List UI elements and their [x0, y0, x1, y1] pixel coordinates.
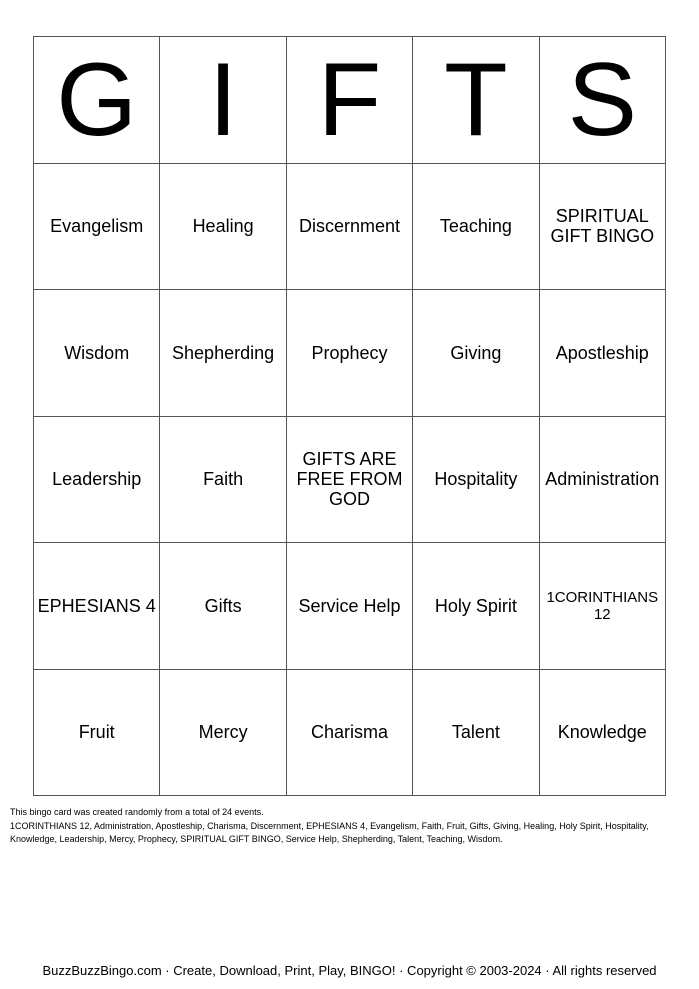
header-letter: T — [413, 37, 539, 164]
bingo-cell: Evangelism — [34, 163, 160, 290]
bingo-cell: Healing — [160, 163, 286, 290]
bingo-cell: Mercy — [160, 669, 286, 796]
bingo-cell: GIFTS ARE FREE FROM GOD — [286, 416, 412, 543]
bingo-cell: Charisma — [286, 669, 412, 796]
header-letter: F — [286, 37, 412, 164]
bingo-cell: Fruit — [34, 669, 160, 796]
bingo-card — [33, 36, 666, 796]
bingo-cell: Shepherding — [160, 290, 286, 417]
bingo-cell: Giving — [413, 290, 539, 417]
bingo-cell: Prophecy — [286, 290, 412, 417]
card-row — [34, 290, 666, 417]
bingo-cell: SPIRITUAL GIFT BINGO — [539, 163, 665, 290]
card-row — [34, 416, 666, 543]
info-summary: This bingo card was created randomly from a total of 24 events. — [10, 807, 264, 817]
bingo-cell: Hospitality — [413, 416, 539, 543]
header-letter: G — [34, 37, 160, 164]
card-row — [34, 669, 666, 796]
bingo-cell: Service Help — [286, 543, 412, 670]
bingo-cell: Holy Spirit — [413, 543, 539, 670]
card-info — [10, 806, 695, 847]
bingo-cell: Wisdom — [34, 290, 160, 417]
bingo-cell: Administration — [539, 416, 665, 543]
bingo-cell: 1CORINTHIANS 12 — [539, 543, 665, 670]
header-row — [34, 37, 666, 164]
bingo-cell: Knowledge — [539, 669, 665, 796]
bingo-cell: Teaching — [413, 163, 539, 290]
bingo-cell: Leadership — [34, 416, 160, 543]
info-events-list: 1CORINTHIANS 12, Administration, Apostleship, Charisma, Discernment, EPHESIANS 4, Evangelism, Faith, Fruit, Gifts, Giving, Healing, Holy Spirit, Hospitality, Knowledge, Leadership, Mercy, Prophecy, SPIRITUAL GIFT BINGO, Service Help, Shepherding, Talent, Teaching, Wisdom. — [10, 820, 649, 844]
card-row — [34, 543, 666, 670]
header-letter: I — [160, 37, 286, 164]
bingo-cell: EPHESIANS 4 — [34, 543, 160, 670]
footer-copyright: BuzzBuzzBingo.com · Create, Download, Print, Play, BINGO! · Copyright © 2003-2024 · All rights reserved — [42, 963, 657, 978]
bingo-cell: Apostleship — [539, 290, 665, 417]
card-row — [34, 163, 666, 290]
header-letter: S — [539, 37, 665, 164]
bingo-cell: Talent — [413, 669, 539, 796]
bingo-cell: Gifts — [160, 543, 286, 670]
bingo-cell: Discernment — [286, 163, 412, 290]
bingo-cell: Faith — [160, 416, 286, 543]
